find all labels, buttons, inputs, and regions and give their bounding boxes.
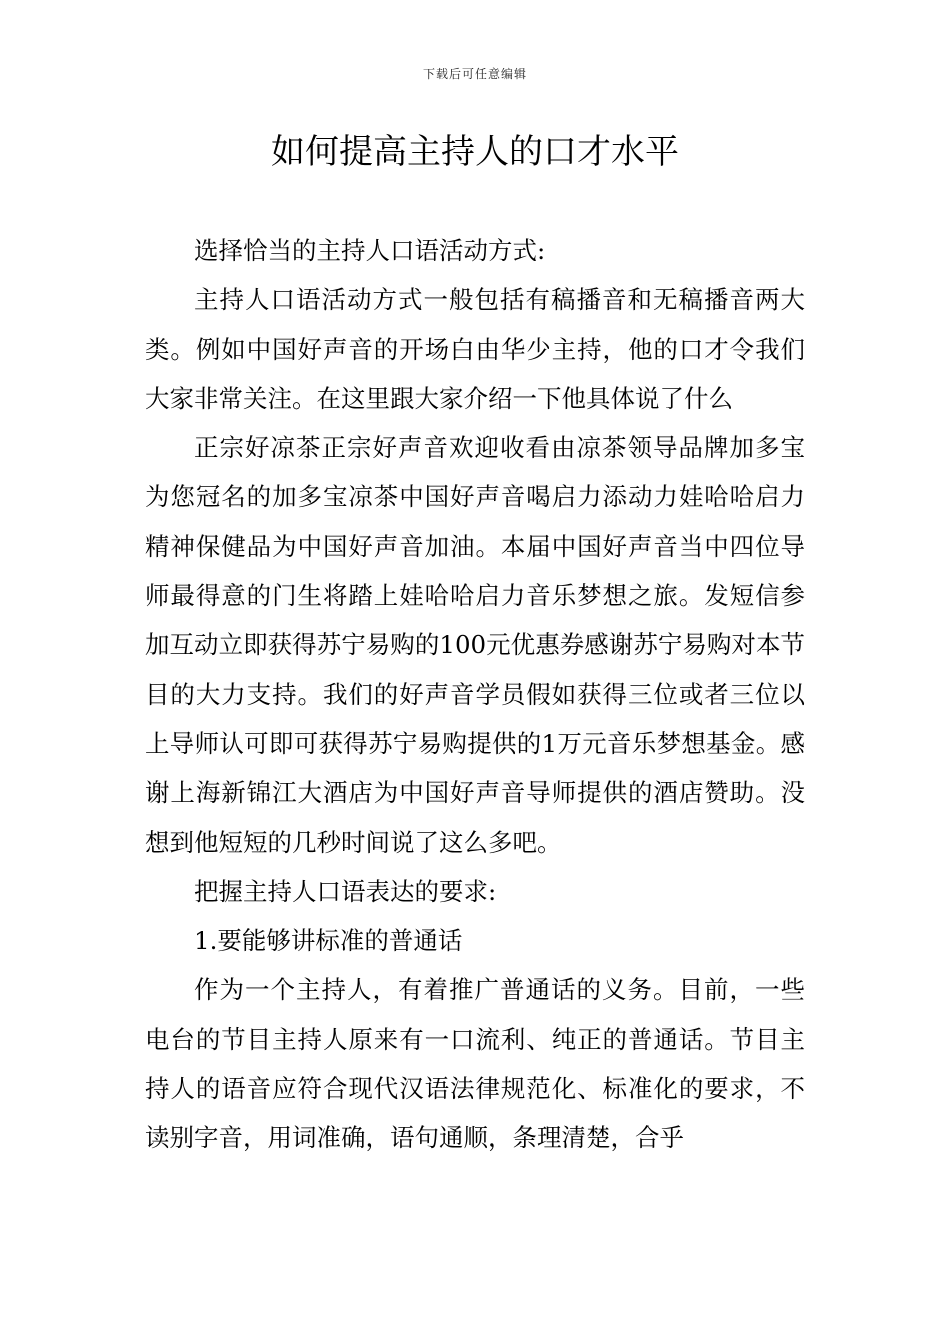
paragraph: 正宗好凉茶正宗好声音欢迎收看由凉茶领导品牌加多宝为您冠名的加多宝凉茶中国好声音喝启力添动力娃哈哈启力精神保健品为中国好声音加油。本届中国好声音当中四位导师最得意的门生将踏上娃哈哈启力音乐梦想之旅。发短信参加互动立即获得苏宁易购的100元优惠券感谢苏宁易购对本节目的大力支持。我们的好声音学员假如获得三位或者三位以上导师认可即可获得苏宁易购提供的1万元音乐梦想基金。感谢上海新锦江大酒店为中国好声音导师提供的酒店赞助。没想到他短短的几秒时间说了这么多吧。 [145,433,805,857]
document-body [145,226,805,1163]
paragraph: 1.要能够讲标准的普通话 [194,926,463,956]
document-title: 如何提高主持人的口才水平 [271,132,679,172]
paragraph: 把握主持人口语表达的要求: [194,876,497,906]
paragraph: 主持人口语活动方式一般包括有稿播音和无稿播音两大类。例如中国好声音的开场白由华少主持，他的口才令我们大家非常关注。在这里跟大家介绍一下他具体说了什么 [145,285,805,413]
paragraph: 作为一个主持人，有着推广普通话的义务。目前，一些电台的节目主持人原来有一口流利、纯正的普通话。节目主持人的语音应符合现代汉语法律规范化、标准化的要求，不读别字音，用词准确，语句通顺，条理清楚，合乎 [145,975,805,1153]
header-note: 下载后可任意编辑 [422,67,527,81]
paragraph: 选择恰当的主持人口语活动方式: [194,236,546,265]
